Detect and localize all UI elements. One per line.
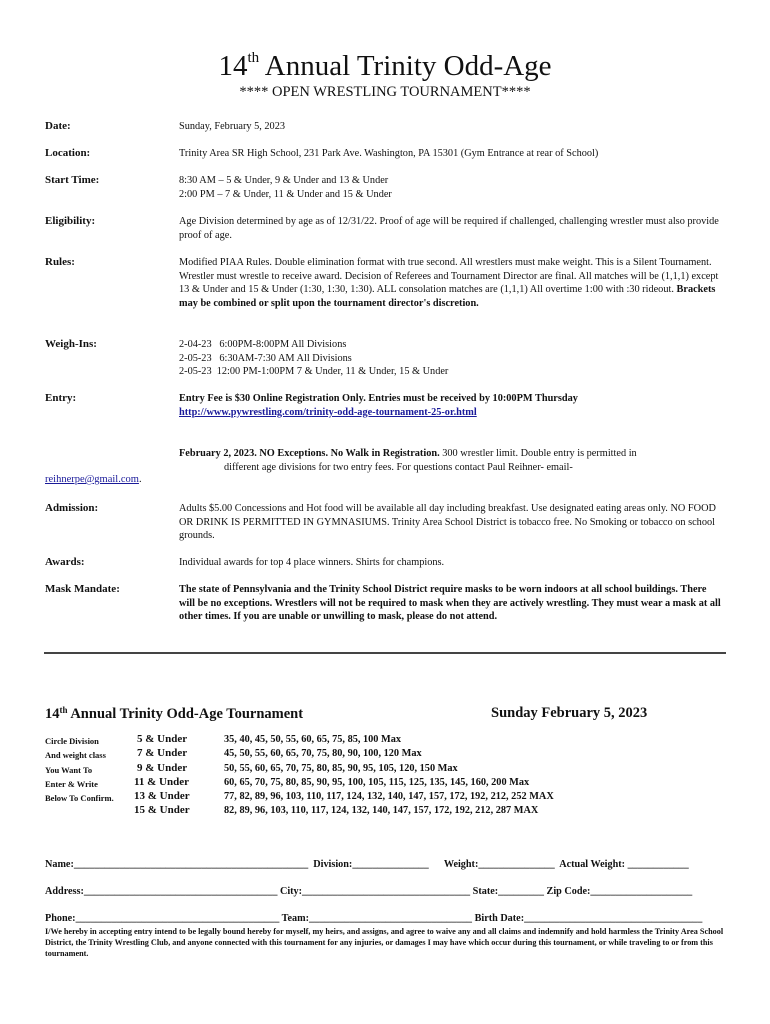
rules-text: Modified PIAA Rules. Double elimination format with true second. All wrestlers must make weight. This is a Silent Tournament. Wrestler must wrestle to receive award. Decision of Referees and Tournament Director are final. All matches will be (1,1,1) except 13 & Under and 15 & Under (1:30, 1:30, 1:30). ALL consolation matches are (1,1,1) All overtime 1:00 with :30 rideout.	[179, 257, 719, 296]
weigh-ins-value	[179, 338, 724, 379]
weigh-ins-label: Weigh-Ins:	[45, 338, 97, 350]
admission-label: Admission:	[45, 502, 99, 514]
division-age[interactable]: 9 & Under	[137, 762, 188, 774]
email-suffix: .	[138, 474, 142, 485]
entry-value	[179, 392, 724, 419]
rules-bold-text: Brackets may be combined or split upon the tournament director's discretion.	[179, 284, 716, 309]
start-time-label: Start Time:	[45, 174, 100, 186]
division-age[interactable]: 5 & Under	[137, 733, 188, 745]
division-age[interactable]: 15 & Under	[134, 804, 190, 816]
deadline-line2: different age divisions for two entry fees. For questions contact Paul Reihner- email-	[224, 461, 573, 473]
division-weights[interactable]: 60, 65, 70, 75, 80, 85, 90, 95, 100, 105, 115, 125, 135, 145, 160, 200 Max	[224, 777, 530, 788]
form-title: 14th Annual Trinity Odd-Age Tournament	[45, 705, 304, 722]
rules-label: Rules:	[45, 256, 75, 268]
weigh-in-line: 2-05-23 12:00 PM-1:00PM 7 & Under, 11 & Under, 15 & Under	[179, 366, 449, 378]
awards-label: Awards:	[45, 556, 85, 568]
liability-waiver: I/We hereby in accepting entry intend to be legally bound hereby for myself, my heirs, and assigns, and agree to waive any and all claims and indemnify and hold harmless the Trinity Area School District, the Trinity Wrestling Club, and anyone connected with this tournament for any injuries, or damages I may have which occur during this tournament, or while traveling to or from this tournament.	[45, 927, 724, 958]
division-age[interactable]: 11 & Under	[134, 776, 189, 788]
weigh-in-line: 2-05-23 6:30AM-7:30 AM All Divisions	[179, 352, 352, 364]
form-date: Sunday February 5, 2023	[491, 705, 648, 721]
instruction-line: Below To Confirm.	[45, 793, 114, 803]
name-field-line[interactable]: Name:______________________________________________ Division:_______________ Weight:_______________ Actual Weight: ____________	[45, 859, 689, 870]
rules-value	[179, 256, 724, 310]
phone-field-line[interactable]: Phone:________________________________________ Team:________________________________ Birth Date:___________________________________	[45, 913, 703, 924]
instruction-line: Circle Division	[45, 736, 99, 746]
start-time-line: 2:00 PM – 7 & Under, 11 & Under and 15 & Under	[179, 188, 392, 200]
mask-mandate-value: The state of Pennsylvania and the Trinity School District require masks to be worn indoors at all school buildings. There will be no exceptions. Wrestlers will not be required to mask when they are actively wrestling. They must wear a mask at all other times. If you are unable or unwilling to mask, please do not attend.	[179, 584, 721, 623]
date-value: Sunday, February 5, 2023	[179, 121, 286, 132]
contact-email	[45, 474, 142, 485]
registration-link[interactable]: http://www.pywrestling.com/trinity-odd-age-tournament-25-or.html	[179, 406, 477, 418]
division-weights[interactable]: 77, 82, 89, 96, 103, 110, 117, 124, 132, 140, 147, 157, 172, 192, 212, 252 MAX	[224, 791, 554, 802]
weigh-in-line: 2-04-23 6:00PM-8:00PM All Divisions	[179, 339, 347, 350]
division-weights[interactable]: 35, 40, 45, 50, 55, 60, 65, 75, 85, 100 Max	[224, 734, 402, 745]
instruction-line: And weight class	[45, 750, 106, 760]
date-label: Date:	[45, 120, 71, 132]
page-subtitle: **** OPEN WRESTLING TOURNAMENT****	[239, 84, 531, 100]
mask-mandate-label: Mask Mandate:	[45, 583, 120, 595]
location-label: Location:	[45, 147, 91, 159]
division-age[interactable]: 13 & Under	[134, 790, 190, 802]
entry-fee: Entry Fee is $30 Online Registration Only. Entries must be received by 10:00PM Thursday	[179, 393, 578, 404]
instruction-line: You Want To	[45, 765, 93, 775]
page-title: 14th Annual Trinity Odd-Age	[218, 50, 552, 82]
deadline-rest: 300 wrestler limit. Double entry is permitted in	[439, 448, 637, 459]
instruction-line: Enter & Write	[45, 779, 98, 789]
division-weights[interactable]: 50, 55, 60, 65, 70, 75, 80, 85, 90, 95, 105, 120, 150 Max	[224, 763, 458, 774]
deadline-text	[179, 447, 724, 474]
email-link[interactable]: reihnerpe@gmail.com	[45, 474, 139, 485]
start-time-value	[179, 174, 724, 201]
entry-label: Entry:	[45, 392, 77, 404]
deadline-bold: February 2, 2023. NO Exceptions. No Walk in Registration.	[179, 448, 440, 459]
division-weights[interactable]: 82, 89, 96, 103, 110, 117, 124, 132, 140, 147, 157, 172, 192, 212, 287 MAX	[224, 805, 539, 816]
division-age[interactable]: 7 & Under	[137, 747, 188, 759]
eligibility-label: Eligibility:	[45, 215, 96, 227]
eligibility-value: Age Division determined by age as of 12/31/22. Proof of age will be required if challenged, challenging wrestler must also provide proof of age.	[179, 216, 719, 241]
division-weights[interactable]: 45, 50, 55, 60, 65, 70, 75, 80, 90, 100, 120 Max	[224, 748, 422, 759]
address-field-line[interactable]: Address:______________________________________ City:_________________________________ State:_________ Zip Code:____________________	[45, 886, 693, 897]
start-time-line: 8:30 AM – 5 & Under, 9 & Under and 13 & Under	[179, 175, 389, 186]
location-value: Trinity Area SR High School, 231 Park Ave. Washington, PA 15301 (Gym Entrance at rear of School)	[179, 148, 599, 159]
admission-value: Adults $5.00 Concessions and Hot food will be available all day including breakfast. Use designated eating areas only. NO FOOD OR DRINK IS PERMITTED IN GYMNASIUMS. Trinity Area School District is tobacco free. No Smoking or tobacco on school grounds.	[179, 503, 716, 542]
section-divider	[44, 652, 726, 654]
awards-value: Individual awards for top 4 place winners. Shirts for champions.	[179, 557, 445, 568]
